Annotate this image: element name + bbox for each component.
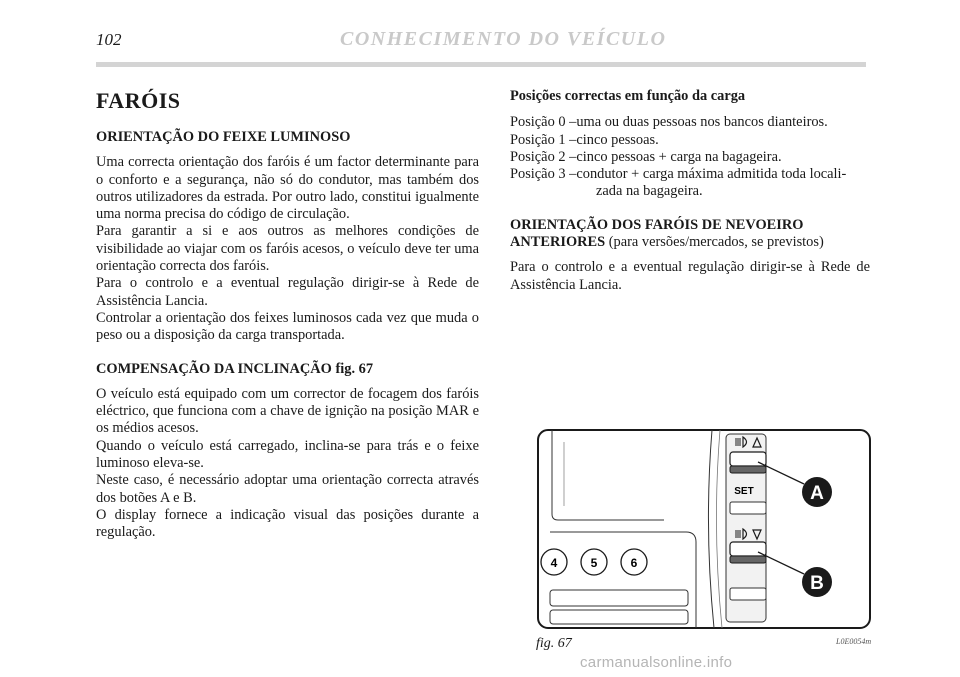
key-4-label: 4	[550, 556, 558, 570]
fog-heading: ORIENTAÇÃO DOS FARÓIS DE NEVOEIRO ANTERIORES (para versões/mercados, se previstos)	[510, 216, 824, 251]
position-item-1: Posição 1 – cinco pessoas.	[510, 131, 659, 148]
tilt-heading: COMPENSAÇÃO DA INCLINAÇÃO fig. 67	[96, 360, 374, 377]
beam-paragraph-1: Uma correcta orientação dos faróis é um factor determinante para o conforto e a segurança, não só do condutor, mas também dos outros utilizadores da estrada. Por outro lado, constitui igualmente uma norma precisa do código de circulação.	[96, 154, 479, 223]
beam-paragraph-4: Controlar a orientação dos feixes luminosos cada vez que muda o peso ou a disposição da carga transportada.	[96, 309, 479, 344]
figure-caption: fig. 67	[536, 636, 572, 651]
figure-67	[536, 428, 872, 632]
positions-heading: Posições correctas em função da carga	[510, 88, 746, 104]
tilt-paragraph-2: Quando o veículo está carregado, inclina-se para trás e o feixe luminoso eleva-se.	[96, 437, 479, 472]
tilt-paragraph-3: Neste caso, é necessário adoptar uma orientação correcta através dos botões A e B.	[96, 472, 479, 506]
set-label: SET	[734, 486, 754, 497]
callout-a-label: A	[810, 483, 824, 504]
position-item-0: Posição 0 – uma ou duas pessoas nos bancos dianteiros.	[510, 114, 828, 131]
tilt-paragraph-1: O veículo está equipado com um corrector de focagem dos faróis eléctrico, que funciona com a chave de ignição na posição MAR e os médios acesos.	[96, 385, 479, 437]
right-column	[510, 88, 870, 294]
callout-b-label: B	[810, 573, 824, 594]
page-number: 102	[96, 30, 122, 49]
fog-paragraph-1: Para o controlo e a eventual regulação dirigir-se à Rede de Assistência Lancia.	[510, 259, 870, 293]
page-header	[96, 28, 866, 56]
position-item-3: Posição 3 – condutor + carga máxima admitida toda locali-	[510, 166, 847, 183]
section-title: FARÓIS	[96, 88, 181, 113]
position-item-2: Posição 2 – cinco pessoas + carga na bagageira.	[510, 148, 782, 165]
beam-paragraph-3: Para o controlo e a eventual regulação dirigir-se à Rede de Assistência Lancia.	[96, 275, 479, 309]
left-column	[96, 88, 479, 542]
key-6-label: 6	[630, 556, 638, 570]
beam-paragraph-2: Para garantir a si e aos outros as melhores condições de visibilidade ao viajar com os faróis acesos, o veículo deve ter uma orientação correcta dos faróis.	[96, 223, 479, 275]
chapter-title: CONHECIMENTO DO VEÍCULO	[340, 28, 667, 50]
watermark: carmanualsonline.info	[580, 654, 733, 671]
figure-code: L0E0054m	[836, 637, 872, 646]
beam-heading: ORIENTAÇÃO DO FEIXE LUMINOSO	[96, 129, 351, 145]
header-rule	[96, 62, 866, 67]
tilt-paragraph-4: O display fornece a indicação visual das posições durante a regulação.	[96, 506, 479, 541]
position-item-3-continuation: zada na bagageira.	[596, 183, 703, 200]
dashboard-illustration	[536, 428, 872, 632]
key-5-label: 5	[590, 556, 598, 570]
